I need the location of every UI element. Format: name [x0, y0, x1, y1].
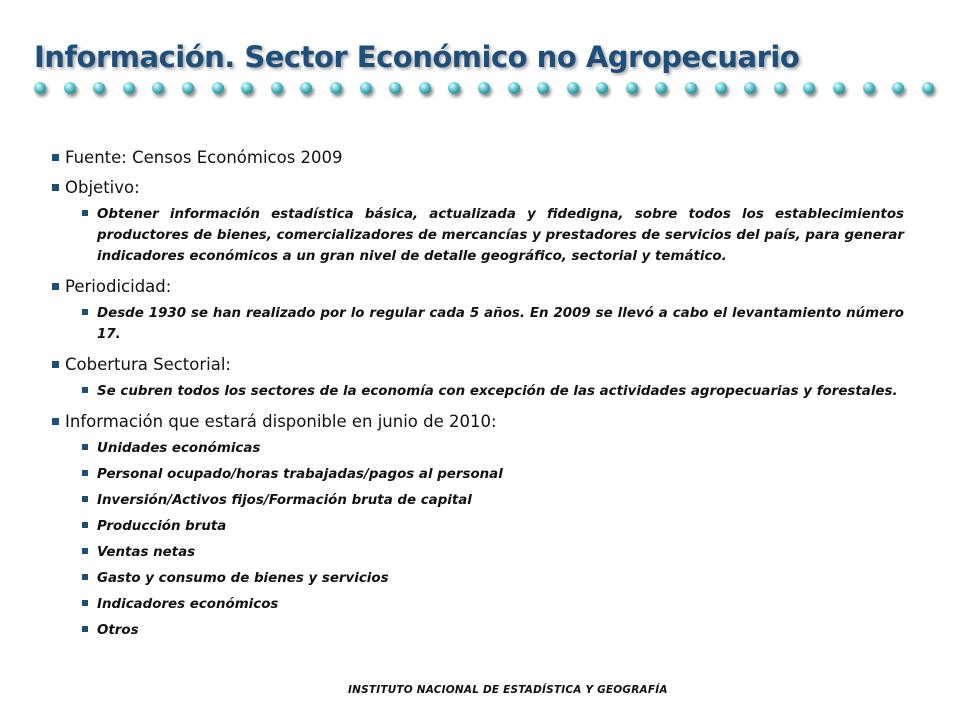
sub-bullet-text: Unidades económicas	[97, 441, 261, 456]
square-bullet-icon	[52, 283, 59, 290]
section-heading-text: Cobertura Sectorial:	[65, 355, 231, 374]
sub-bullet-text: Ventas netas	[97, 545, 196, 560]
section-heading-text: Información que estará disponible en junio de 2010:	[65, 412, 497, 431]
section-heading	[52, 148, 904, 167]
divider-dot-icon	[508, 82, 520, 94]
sub-bullet-item	[82, 542, 904, 563]
divider-dot-icon	[567, 82, 579, 94]
square-bullet-icon	[82, 496, 88, 502]
sub-bullet-item	[82, 594, 904, 615]
square-bullet-icon	[82, 387, 88, 393]
divider-dot-icon	[123, 82, 135, 94]
sub-bullet-text: Indicadores económicos	[97, 597, 279, 612]
square-bullet-icon	[82, 600, 88, 606]
square-bullet-icon	[82, 470, 88, 476]
square-bullet-icon	[52, 418, 59, 425]
divider-dot-icon	[64, 82, 76, 94]
sub-bullet-item	[82, 620, 904, 641]
divider-dot-icon	[803, 82, 815, 94]
divider-dot-icon	[626, 82, 638, 94]
divider-dot-icon	[271, 82, 283, 94]
footer-institution-name: INSTITUTO NACIONAL DE ESTADÍSTICA Y GEOGRAFÍA	[348, 684, 668, 696]
divider-dot-icon	[537, 82, 549, 94]
dotted-divider	[34, 78, 934, 98]
divider-dot-icon	[389, 82, 401, 94]
sub-bullet-text: Se cubren todos los sectores de la economía con excepción de las actividades agropecuarias y forestales.	[97, 384, 898, 399]
sub-bullet-item	[82, 438, 904, 459]
section-heading-text: Fuente: Censos Económicos 2009	[65, 148, 343, 167]
sub-bullet-item	[82, 303, 904, 345]
divider-dot-icon	[93, 82, 105, 94]
square-bullet-icon	[82, 444, 88, 450]
square-bullet-icon	[52, 184, 59, 191]
divider-dot-icon	[241, 82, 253, 94]
divider-dot-icon	[892, 82, 904, 94]
divider-dot-icon	[448, 82, 460, 94]
square-bullet-icon	[52, 361, 59, 368]
divider-dot-icon	[833, 82, 845, 94]
divider-dot-icon	[300, 82, 312, 94]
divider-dot-icon	[182, 82, 194, 94]
section-heading	[52, 355, 904, 374]
square-bullet-icon	[82, 548, 88, 554]
section-heading-text: Objetivo:	[65, 178, 140, 197]
square-bullet-icon	[82, 626, 88, 632]
sub-bullet-text: Otros	[97, 623, 139, 638]
sub-bullet-text: Producción bruta	[97, 519, 227, 534]
divider-dot-icon	[863, 82, 875, 94]
section-heading	[52, 178, 904, 197]
divider-dot-icon	[152, 82, 164, 94]
sub-bullet-text: Desde 1930 se han realizado por lo regular cada 5 años. En 2009 se llevó a cabo el levantamiento número 17.	[97, 306, 904, 342]
divider-dot-icon	[478, 82, 490, 94]
slide-content	[52, 148, 904, 646]
square-bullet-icon	[82, 309, 88, 315]
divider-dot-icon	[744, 82, 756, 94]
slide-title: Información. Sector Económico no Agropecuario	[34, 40, 800, 74]
sub-bullet-item	[82, 464, 904, 485]
divider-dot-icon	[715, 82, 727, 94]
sub-bullet-item	[82, 204, 904, 267]
sub-bullet-text: Obtener información estadística básica, actualizada y fidedigna, sobre todos los establecimientos productores de bienes, comercializadores de mercancías y prestadores de servicios del país, para generar indicadores económicos a un gran nivel de detalle geográfico, sectorial y temático.	[97, 207, 904, 264]
section-heading-text: Periodicidad:	[65, 277, 172, 296]
square-bullet-icon	[52, 154, 59, 161]
section-heading	[52, 412, 904, 431]
divider-dot-icon	[34, 82, 46, 94]
section-heading	[52, 277, 904, 296]
divider-dot-icon	[212, 82, 224, 94]
sub-bullet-item	[82, 490, 904, 511]
divider-dot-icon	[419, 82, 431, 94]
divider-dot-icon	[596, 82, 608, 94]
square-bullet-icon	[82, 574, 88, 580]
divider-dot-icon	[685, 82, 697, 94]
sub-bullet-text: Gasto y consumo de bienes y servicios	[97, 571, 389, 586]
sub-bullet-text: Personal ocupado/horas trabajadas/pagos al personal	[97, 467, 503, 482]
sub-bullet-text: Inversión/Activos fijos/Formación bruta de capital	[97, 493, 472, 508]
divider-dot-icon	[330, 82, 342, 94]
divider-dot-icon	[360, 82, 372, 94]
square-bullet-icon	[82, 210, 88, 216]
sub-bullet-item	[82, 568, 904, 589]
divider-dot-icon	[774, 82, 786, 94]
divider-dot-icon	[922, 82, 934, 94]
square-bullet-icon	[82, 522, 88, 528]
divider-dot-icon	[655, 82, 667, 94]
sub-bullet-item	[82, 381, 904, 402]
sub-bullet-item	[82, 516, 904, 537]
